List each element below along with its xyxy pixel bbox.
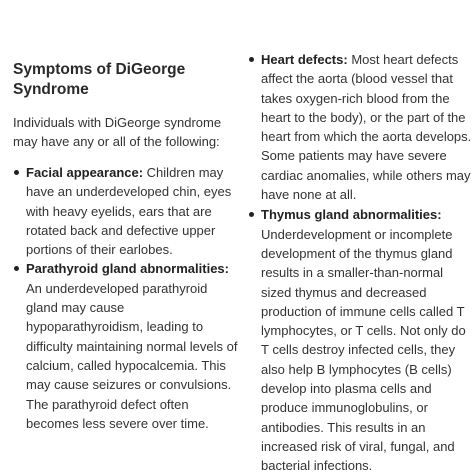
bullet-icon	[249, 57, 254, 62]
symptom-title: Facial appearance:	[26, 165, 147, 180]
symptom-title: Heart defects:	[261, 52, 352, 67]
symptom-list-left	[13, 163, 240, 433]
symptom-text: Most heart defects affect the aorta (blood vessel that takes oxygen-rich blood from the heart to the body), or the part of the heart from which the aorta develops. Some patients may have severe cardiac anomalies, while others may have none at all.	[261, 52, 472, 203]
symptom-text: Children may have an underdeveloped chin, eyes with heavy eyelids, ears that are rotated back and defective upper portions of their earlobes.	[26, 165, 232, 258]
symptom-text: Underdevelopment or incomplete development of the thymus gland results in a smaller-than-normal sized thymus and decreased production of immune cells called T lymphocytes, or T cells. Not only do T cells destroy infected cells, they also help B lymphocytes (B cells) develop into plasma cells and produce immunoglobulins, or antibodies. This results in an increased risk of viral, fungal, and bacterial infections.	[261, 226, 466, 474]
symptom-text: An underdeveloped parathyroid gland may cause hypoparathyroidism, leading to difficulty maintaining normal levels of calcium, called hypocalcemia. This may cause seizures or convulsions. The parathyroid defect often becomes less severe over time.	[26, 280, 238, 431]
symptom-item-parathyroid	[13, 259, 240, 433]
symptom-title: Thymus gland abnormalities:	[261, 207, 442, 223]
bullet-icon	[14, 170, 19, 175]
bullet-icon	[249, 212, 254, 217]
symptom-item-facial-appearance	[13, 163, 240, 259]
symptom-item-heart-defects	[248, 50, 474, 204]
page-title: Symptoms of DiGeorge Syndrome	[13, 61, 186, 98]
symptom-title: Parathyroid gland abnormalities:	[26, 261, 229, 277]
symptom-list-right	[248, 50, 474, 476]
bullet-icon	[14, 266, 19, 271]
symptom-item-thymus	[248, 205, 474, 475]
intro-text: Individuals with DiGeorge syndrome may have any or all of the following:	[13, 115, 222, 149]
